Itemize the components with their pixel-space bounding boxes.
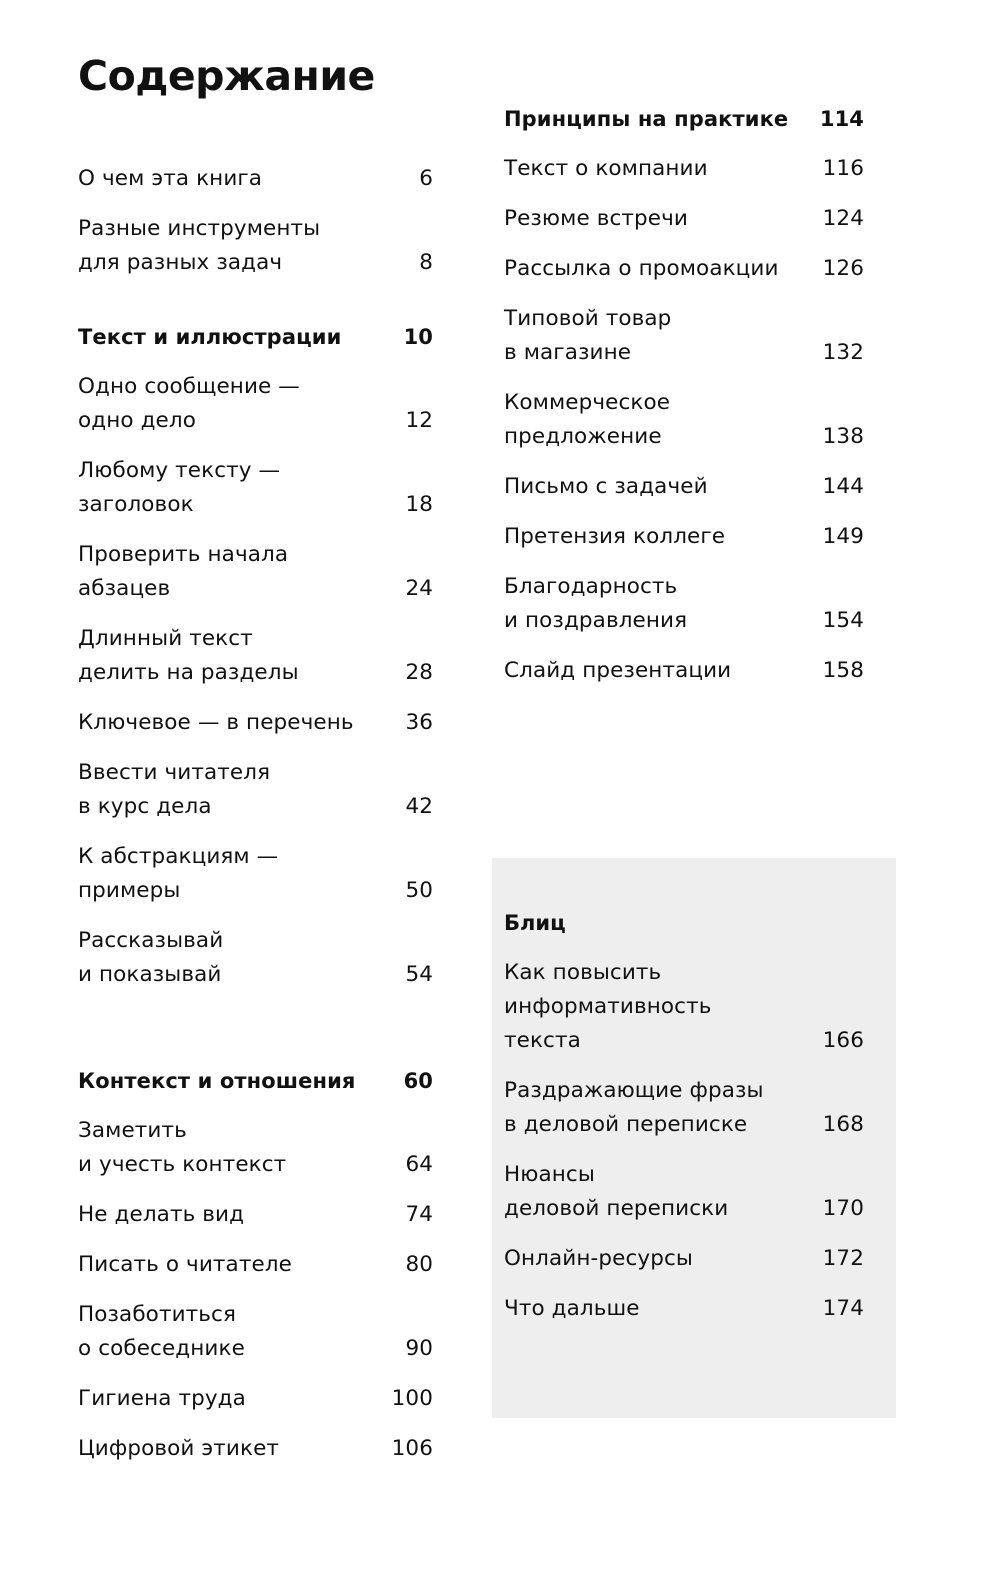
toc-entry-page: 50 xyxy=(405,878,433,903)
toc-entry-page: 28 xyxy=(405,660,433,685)
toc-entry-page: 144 xyxy=(822,474,864,499)
toc-right-column xyxy=(504,102,864,704)
toc-entry-title: Раздражающие фразы в деловой переписке xyxy=(504,1078,764,1137)
toc-entry-title: Длинный текст делить на разделы xyxy=(78,626,299,685)
toc-entry-page: 124 xyxy=(822,206,864,231)
toc-section-title: Принципы на практике xyxy=(504,107,789,131)
toc-entry-title: Любому тексту — заголовок xyxy=(78,458,281,517)
toc-entry-page: 100 xyxy=(391,1386,433,1411)
toc-entry-page: 132 xyxy=(822,340,864,365)
toc-entry[interactable] xyxy=(78,756,433,824)
toc-entry[interactable] xyxy=(504,252,864,286)
toc-section1-items xyxy=(78,370,433,992)
toc-entry[interactable] xyxy=(78,370,433,438)
toc-entry-page: 154 xyxy=(822,608,864,633)
toc-entry-page: 172 xyxy=(822,1246,864,1271)
toc-entry[interactable] xyxy=(504,302,864,370)
toc-entry-title: Письмо с задачей xyxy=(504,474,708,499)
toc-section-page: 10 xyxy=(403,325,433,349)
toc-entry-page: 106 xyxy=(391,1436,433,1461)
toc-entry-page: 8 xyxy=(419,250,433,275)
page-title: Содержание xyxy=(78,52,375,100)
toc-entry[interactable] xyxy=(504,470,864,504)
toc-entry-page: 166 xyxy=(822,1028,864,1053)
toc-entry-page: 174 xyxy=(822,1296,864,1321)
toc-entry-title: Проверить начала абзацев xyxy=(78,542,289,601)
toc-entry-title: Одно сообщение — одно дело xyxy=(78,374,300,433)
toc-entry-page: 138 xyxy=(822,424,864,449)
toc-blitz-items xyxy=(504,956,864,1326)
toc-section-heading[interactable] xyxy=(78,320,433,354)
toc-entry-page: 168 xyxy=(822,1112,864,1137)
toc-entry-title: О чем эта книга xyxy=(78,166,263,191)
toc-entry[interactable] xyxy=(504,1074,864,1142)
toc-entry-page: 158 xyxy=(822,658,864,683)
toc-entry-title: К абстракциям — примеры xyxy=(78,844,279,903)
toc-section3-items xyxy=(504,152,864,688)
toc-entry-page: 90 xyxy=(405,1336,433,1361)
toc-entry-page: 149 xyxy=(822,524,864,549)
blitz-title: Блиц xyxy=(504,911,566,935)
toc-entry[interactable] xyxy=(78,706,433,740)
toc-entry-title: Типовой товар в магазине xyxy=(504,306,672,365)
toc-entry[interactable] xyxy=(504,654,864,688)
toc-entry-title: Коммерческое предложение xyxy=(504,390,671,449)
toc-entry[interactable] xyxy=(78,1432,433,1466)
toc-section-title: Текст и иллюстрации xyxy=(78,325,342,349)
toc-section2-items xyxy=(78,1114,433,1466)
toc-entry-page: 18 xyxy=(405,492,433,517)
toc-blitz-block xyxy=(504,906,864,1342)
toc-entry-page: 42 xyxy=(405,794,433,819)
toc-entry-page: 170 xyxy=(822,1196,864,1221)
toc-entry-page: 36 xyxy=(405,710,433,735)
toc-entry[interactable] xyxy=(504,152,864,186)
toc-entry-title: Что дальше xyxy=(504,1296,640,1321)
toc-entry[interactable] xyxy=(504,202,864,236)
toc-entry[interactable] xyxy=(504,1242,864,1276)
toc-entry[interactable] xyxy=(78,1382,433,1416)
toc-entry[interactable] xyxy=(78,622,433,690)
toc-entry-title: Ключевое — в перечень xyxy=(78,710,354,735)
toc-entry-page: 74 xyxy=(405,1202,433,1227)
toc-entry-title: Слайд презентации xyxy=(504,658,732,683)
toc-entry-title: Онлайн-ресурсы xyxy=(504,1246,693,1271)
toc-section-page: 114 xyxy=(819,107,864,131)
toc-entry[interactable] xyxy=(78,538,433,606)
toc-entry[interactable] xyxy=(78,1248,433,1282)
toc-left-column xyxy=(78,162,433,1482)
toc-entry[interactable] xyxy=(504,520,864,554)
toc-entry-title: Не делать вид xyxy=(78,1202,245,1227)
toc-entry-page: 64 xyxy=(405,1152,433,1177)
toc-entry-title: Нюансы деловой переписки xyxy=(504,1162,729,1221)
toc-entry-title: Резюме встречи xyxy=(504,206,688,231)
toc-section-heading[interactable] xyxy=(504,102,864,136)
toc-entry-title: Цифровой этикет xyxy=(78,1436,280,1461)
toc-entry-page: 126 xyxy=(822,256,864,281)
toc-section-heading[interactable] xyxy=(78,1064,433,1098)
toc-entry-page: 12 xyxy=(405,408,433,433)
toc-entry[interactable] xyxy=(78,212,433,280)
toc-entry-title: Позаботиться о собеседнике xyxy=(78,1302,245,1361)
toc-entry-title: Заметить и учесть контекст xyxy=(78,1118,287,1177)
toc-entry[interactable] xyxy=(504,956,864,1058)
toc-entry-title: Разные инструменты для разных задач xyxy=(78,216,321,275)
toc-entry-title: Текст о компании xyxy=(504,156,708,181)
toc-entry[interactable] xyxy=(504,570,864,638)
toc-entry-page: 80 xyxy=(405,1252,433,1277)
toc-entry-title: Претензия коллеге xyxy=(504,524,726,549)
toc-entry[interactable] xyxy=(78,1298,433,1366)
toc-section-page: 60 xyxy=(403,1069,433,1093)
toc-entry[interactable] xyxy=(78,454,433,522)
toc-section-title: Контекст и отношения xyxy=(78,1069,356,1093)
toc-entry[interactable] xyxy=(78,1198,433,1232)
toc-entry-title: Ввести читателя в курс дела xyxy=(78,760,271,819)
toc-intro-group xyxy=(78,162,433,280)
toc-entry-page: 24 xyxy=(405,576,433,601)
toc-entry-title: Рассылка о промоакции xyxy=(504,256,779,281)
toc-entry[interactable] xyxy=(78,162,433,196)
toc-entry-page: 116 xyxy=(822,156,864,181)
toc-entry-title: Рассказывай и показывай xyxy=(78,928,224,987)
toc-entry[interactable] xyxy=(78,924,433,992)
toc-entry-title: Гигиена труда xyxy=(78,1386,246,1411)
toc-entry-page: 54 xyxy=(405,962,433,987)
toc-entry[interactable] xyxy=(504,386,864,454)
toc-entry[interactable] xyxy=(78,840,433,908)
toc-entry-page: 6 xyxy=(419,166,433,191)
toc-entry[interactable] xyxy=(504,1292,864,1326)
toc-entry-title: Как повысить информативность текста xyxy=(504,960,712,1053)
toc-entry[interactable] xyxy=(78,1114,433,1182)
toc-entry-title: Благодарность и поздравления xyxy=(504,574,688,633)
toc-entry[interactable] xyxy=(504,1158,864,1226)
toc-entry-title: Писать о читателе xyxy=(78,1252,292,1277)
